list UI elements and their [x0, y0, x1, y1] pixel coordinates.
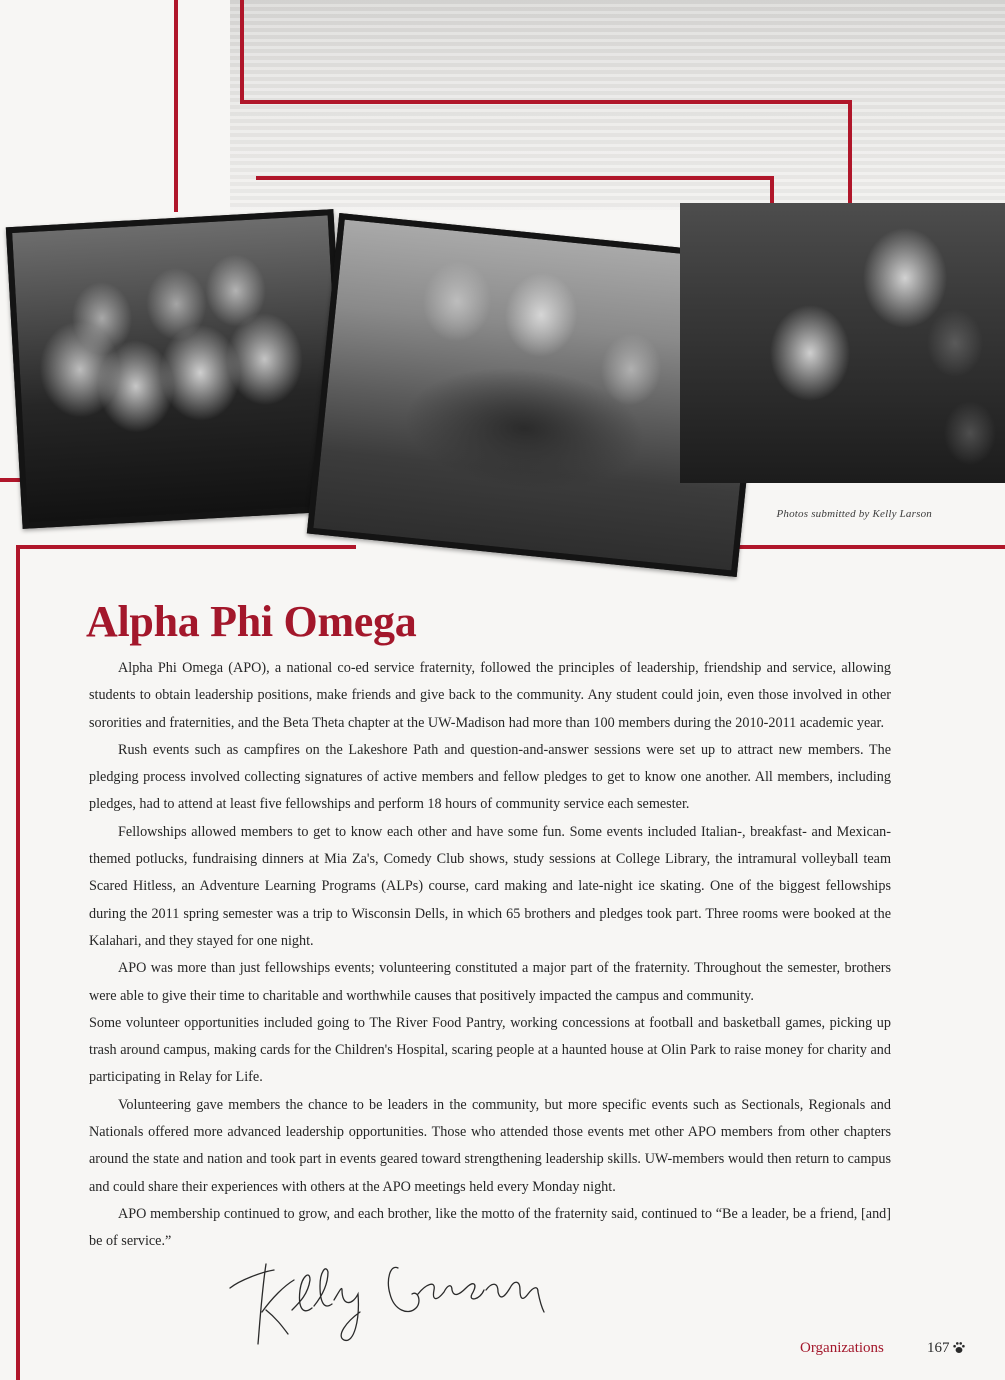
page-title: Alpha Phi Omega [86, 597, 417, 646]
paragraph: APO membership continued to grow, and each brother, like the motto of the fraternity said, continued to “Be a leader, be a friend, [and] be of service.” [89, 1205, 891, 1250]
photo-group-pantry [6, 209, 350, 529]
paragraph: Alpha Phi Omega (APO), a national co-ed service fraternity, followed the principles of leadership, friendship and service, allowing students to obtain leadership positions, make friends and give back to the community. Any student could join, even those involved in other sororities and fraternities, and the Beta Theta chapter at the UW-Madison had more than 100 members during the 2010-2011 academic year. [89, 660, 891, 731]
frame-line [174, 0, 178, 212]
paragraph: Volunteering gave members the chance to be leaders in the community, but more specific events such as Sectionals, Regionals and Nationals offered more advanced leadership opportunities. Those who attended those events met other APO members from other chapters around the state and nation and took part in events geared toward strengthening leadership skills. UW-members would then return to campus and could share their experiences with others at the APO meetings held every Monday night. [89, 1096, 891, 1195]
photo-image [680, 203, 1005, 483]
frame-line [848, 100, 852, 208]
photo-image [12, 215, 344, 522]
paragraph: Some volunteer opportunities included going to The River Food Pantry, working concessions at football and basketball games, picking up trash around campus, making cards for the Children's Hospital, scaring people at a haunted house at Olin Park to raise money for charity and participating in Relay for Life. [89, 1014, 891, 1086]
footer-section-label: Organizations [800, 1340, 884, 1356]
paragraph: Rush events such as campfires on the Lakeshore Path and question-and-answer sessions were set up to attract new members. The pledging process involved collecting signatures of active members and fellow pledges to get to know one another. All members, including pledges, had to attend at least five fellowships and perform 18 hours of community service each semester. [89, 741, 891, 813]
paragraph: Fellowships allowed members to get to know each other and have some fun. Some events included Italian-, breakfast- and Mexican-themed potlucks, fundraising dinners at Mia Za's, Comedy Club shows, study sessions at College Library, the intramural volleyball team Scared Hitless, an Adventure Learning Programs (ALPs) course, card making and late-night ice skating. One of the biggest fellowships during the 2011 spring semester was a trip to Wisconsin Dells, in which 65 brothers and pledges took part. Three rooms were booked at the Kalahari, and they stayed for one night. [89, 823, 891, 949]
author-signature [222, 1250, 552, 1350]
page-number: 167 [927, 1340, 950, 1356]
photo-children-chalkboard [680, 203, 1005, 483]
frame-line [240, 100, 852, 104]
frame-line [256, 176, 773, 180]
frame-line [16, 545, 20, 1380]
frame-line [240, 0, 244, 104]
photo-credit: Photos submitted by Kelly Larson [776, 508, 932, 520]
paragraph: APO was more than just fellowships events; volunteering constituted a major part of the fraternity. Throughout the semester, brothers were able to give their time to charitable and worthwhile causes that positively impacted the campus and community. [89, 960, 891, 1004]
paw-icon [953, 1341, 965, 1354]
frame-line [16, 545, 356, 549]
frame-line [718, 545, 1005, 549]
article-body [89, 655, 891, 1256]
